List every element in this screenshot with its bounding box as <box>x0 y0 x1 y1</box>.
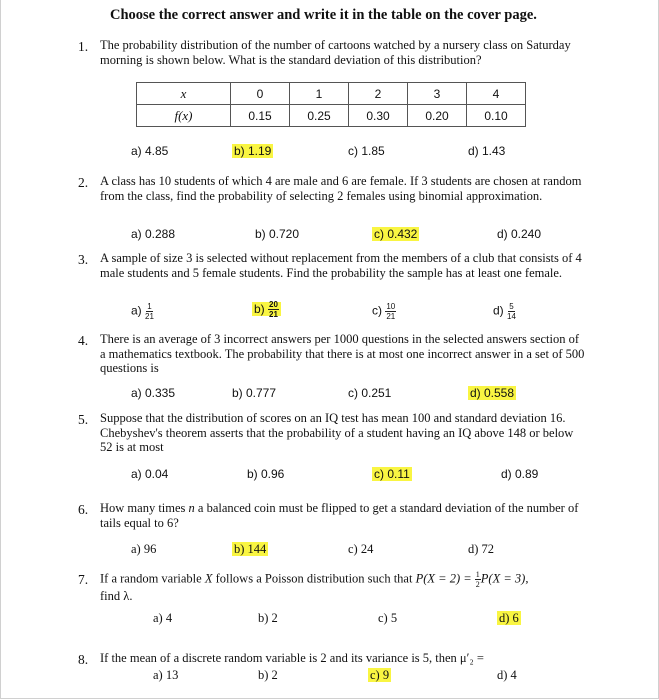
q8-option-d: d) 4 <box>497 668 517 682</box>
q2-option-d: d) 0.240 <box>497 227 542 241</box>
q3-text: A sample of size 3 is selected without replacement from the members of a club that consists of 4 male students and 5 female students. Find the probability the sample has at least one female. <box>100 251 582 280</box>
fraction-numerator: 10 <box>386 302 396 311</box>
q7-text-part: follows a Poisson distribution such that <box>212 571 416 586</box>
table-cell: 0.25 <box>290 105 349 127</box>
q1-option-a: a) 4.85 <box>131 144 169 158</box>
q5-option-b: b) 0.96 <box>247 467 285 481</box>
q2-number: 2. <box>78 175 89 190</box>
q3-option-d <box>493 302 516 321</box>
answer-highlight <box>252 300 281 319</box>
q3-option-a <box>131 302 154 321</box>
q4-option-a: a) 0.335 <box>131 386 176 400</box>
q2-option-b: b) 0.720 <box>255 227 300 241</box>
table-header-fx: f(x) <box>137 105 231 127</box>
q7-option-b: b) 2 <box>258 611 278 625</box>
answer-highlight: d) 0.558 <box>470 386 515 400</box>
q6-option-c: c) 24 <box>348 542 374 556</box>
q5-option-a: a) 0.04 <box>131 467 169 481</box>
q1-option-c: c) 1.85 <box>348 144 385 158</box>
table-cell: 2 <box>349 83 408 105</box>
option-label: a) <box>131 303 142 318</box>
answer-highlight: b) 144 <box>234 542 267 556</box>
table-cell: 0.10 <box>467 105 526 127</box>
fraction-denominator: 21 <box>269 310 278 319</box>
page-title: Choose the correct answer and write it in the table on the cover page. <box>110 7 537 23</box>
q4-option-d <box>468 386 516 400</box>
fraction <box>507 302 516 321</box>
q6-option-a: a) 96 <box>131 542 157 556</box>
q6-variable-n: n <box>188 501 195 515</box>
distribution-table <box>136 82 526 127</box>
fraction <box>145 302 154 321</box>
q7-text-part: If a random variable <box>100 571 205 586</box>
table-cell: 1 <box>290 83 349 105</box>
answer-highlight: c) 0.432 <box>374 227 418 241</box>
q1-text: The probability distribution of the number of cartoons watched by a nursery class on Saturday morning is shown below. What is the standard deviation of this distribution? <box>100 38 571 67</box>
fraction-denominator: 21 <box>386 312 396 321</box>
q1-option-d: d) 1.43 <box>468 144 506 158</box>
q7-equation-left: P(X = 2) = <box>415 571 475 586</box>
q7-text <box>100 570 590 604</box>
q3-option-b <box>252 300 281 319</box>
q4-option-b: b) 0.777 <box>232 386 277 400</box>
q1-option-b <box>232 144 273 158</box>
q3-option-c <box>372 302 396 321</box>
table-cell: 0 <box>231 83 290 105</box>
q6-option-b <box>232 542 268 557</box>
answer-highlight: c) 0.11 <box>374 467 410 481</box>
q8-text: If the mean of a discrete random variable is 2 and its variance is 5, then μ′₂ = <box>100 651 484 665</box>
fraction <box>385 302 396 321</box>
fraction-denominator: 21 <box>145 312 154 321</box>
table-cell: 0.15 <box>231 105 290 127</box>
q7-variable-x: X <box>204 571 213 586</box>
q7-number: 7. <box>78 572 89 587</box>
q5-text: Suppose that the distribution of scores on an IQ test has mean 100 and standard deviation 16. Chebyshev's theorem asserts that the probability of a student having an IQ above 148 or below 52 is at most <box>100 411 574 454</box>
q7-text-part: find λ. <box>100 589 133 603</box>
q6-text-part: a balanced coin must be flipped to get a standard deviation of the number of tails equal to 6? <box>100 501 579 530</box>
table-cell: 3 <box>408 83 467 105</box>
table-row <box>137 83 526 105</box>
fraction-numerator: 1 <box>147 302 152 311</box>
fraction <box>268 300 279 319</box>
fraction-numerator: 20 <box>269 300 278 309</box>
table-row <box>137 105 526 127</box>
q2-option-c <box>372 227 419 241</box>
table-cell: 0.30 <box>349 105 408 127</box>
answer-highlight: d) 6 <box>499 611 519 625</box>
fraction-numerator: 5 <box>509 302 514 311</box>
option-label: d) <box>493 303 504 318</box>
q5-number: 5. <box>78 412 89 427</box>
fraction-numerator: 1 <box>475 570 480 579</box>
option-label: b) <box>254 301 265 316</box>
q3-number: 3. <box>78 252 89 267</box>
table-header-x: x <box>137 83 231 105</box>
q4-option-c: c) 0.251 <box>348 386 392 400</box>
q5-option-d: d) 0.89 <box>501 467 539 481</box>
q8-option-b: b) 2 <box>258 668 278 682</box>
q8-number: 8. <box>78 652 89 667</box>
answer-highlight: b) 1.19 <box>234 144 272 158</box>
q8-option-c <box>368 668 391 683</box>
q6-text-part: How many times <box>100 501 189 515</box>
q7-equation-right: P(X = 3), <box>480 571 529 586</box>
q5-option-c <box>372 467 412 481</box>
q1-number: 1. <box>78 39 89 54</box>
answer-highlight: c) 9 <box>370 668 390 682</box>
option-label: c) <box>372 303 382 318</box>
fraction-denominator: 2 <box>475 580 480 589</box>
q6-number: 6. <box>78 502 89 517</box>
q7-option-a: a) 4 <box>153 611 173 625</box>
q7-option-c: c) 5 <box>378 611 398 625</box>
q4-number: 4. <box>78 333 89 348</box>
q8-option-a: a) 13 <box>153 668 179 682</box>
fraction-denominator: 14 <box>507 312 516 321</box>
q7-option-d <box>497 611 521 626</box>
q6-option-d: d) 72 <box>468 542 495 556</box>
table-cell: 4 <box>467 83 526 105</box>
q4-text: There is an average of 3 incorrect answers per 1000 questions in the selected answers section of a mathematics textbook. The probability that there is at most one incorrect answer in a set of 500 questions is <box>100 332 585 375</box>
q2-option-a: a) 0.288 <box>131 227 176 241</box>
q6-text <box>100 501 585 530</box>
q2-text: A class has 10 students of which 4 are male and 6 are female. If 3 students are chosen at random from the class, find the probability of selecting 2 females using binomial approximation. <box>100 174 582 203</box>
table-cell: 0.20 <box>408 105 467 127</box>
